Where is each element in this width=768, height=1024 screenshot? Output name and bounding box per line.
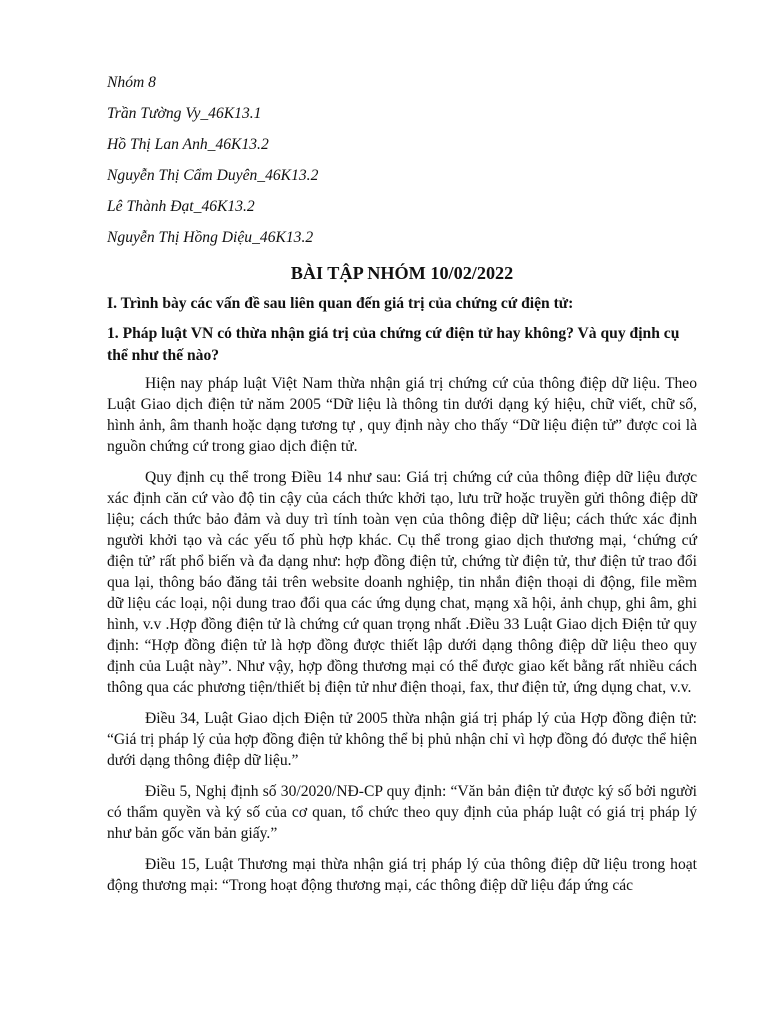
section-heading: I. Trình bày các vấn đề sau liên quan đến giá trị của chứng cứ điện tử: bbox=[107, 295, 574, 312]
member-name: Trần Tường Vy_46K13.1 bbox=[107, 105, 262, 122]
member-name: Nguyễn Thị Cẩm Duyên_46K13.2 bbox=[107, 167, 319, 184]
document-page bbox=[107, 70, 697, 896]
member-name: Nguyễn Thị Hồng Diệu_46K13.2 bbox=[107, 229, 314, 246]
author-block bbox=[107, 70, 697, 256]
body-paragraph: Điều 34, Luật Giao dịch Điện tử 2005 thừa nhận giá trị pháp lý của Hợp đồng điện tử: “Giá trị pháp lý của hợp đồng điện tử không thể bị phủ nhận chỉ vì hợp đồng đó được thể hiện dưới dạng thông điệp dữ liệu.” bbox=[107, 710, 697, 769]
body-paragraph: Điều 5, Nghị định số 30/2020/NĐ-CP quy định: “Văn bản điện tử được ký số bởi người có thẩm quyền và ký số của cơ quan, tổ chức theo quy định của pháp luật có giá trị pháp lý như bản gốc văn bản giấy.” bbox=[107, 783, 697, 842]
member-name: Lê Thành Đạt_46K13.2 bbox=[107, 198, 255, 215]
question-heading: 1. Pháp luật VN có thừa nhận giá trị của chứng cứ điện tử hay không? Và quy định cụ thể như thế nào? bbox=[107, 325, 680, 364]
body-paragraph: Hiện nay pháp luật Việt Nam thừa nhận giá trị chứng cứ của thông điệp dữ liệu. Theo Luật Giao dịch điện tử năm 2005 “Dữ liệu là thông tin dưới dạng ký hiệu, chữ viết, chữ số, hình ảnh, âm thanh hoặc dạng tương tự , quy định này cho thấy “Dữ liệu điện tử” được coi là nguồn chứng cứ trong giao dịch điện tử. bbox=[107, 375, 697, 455]
group-name: Nhóm 8 bbox=[107, 74, 156, 91]
body-paragraph: Quy định cụ thể trong Điều 14 như sau: Giá trị chứng cứ của thông điệp dữ liệu được xác định căn cứ vào độ tin cậy của cách thức khởi tạo, lưu trữ hoặc truyền gửi thông điệp dữ liệu; cách thức bảo đảm và duy trì tính toàn vẹn của thông điệp dữ liệu; cách thức xác định người khởi tạo và các yếu tố phù hợp khác. Cụ thể trong giao dịch thương mại, ‘chứng cứ điện tử’ rất phổ biến và đa dạng như: hợp đồng điện tử, chứng từ điện tử, thư điện tử trao đổi qua lại, thông báo đăng tải trên website doanh nghiệp, tin nhắn điện thoại di động, file mềm dữ liệu các loại, nội dung trao đổi qua các ứng dụng chat, mạng xã hội, ảnh chụp, ghi âm, ghi hình, v.v .Hợp đồng điện tử là chứng cứ quan trọng nhất .Điều 33 Luật Giao dịch Điện tử quy định: “Hợp đồng điện tử là hợp đồng được thiết lập dưới dạng thông điệp dữ liệu theo quy định của Luật này”. Như vậy, hợp đồng thương mại có thể được giao kết bằng rất nhiều cách thông qua các phương tiện/thiết bị điện tử như điện thoại, fax, thư điện tử, ứng dụng chat, v.v. bbox=[107, 469, 697, 696]
member-name: Hồ Thị Lan Anh_46K13.2 bbox=[107, 136, 269, 153]
document-title: BÀI TẬP NHÓM 10/02/2022 bbox=[290, 263, 514, 283]
body-paragraph: Điều 15, Luật Thương mại thừa nhận giá trị pháp lý của thông điệp dữ liệu trong hoạt động thương mại: “Trong hoạt động thương mại, các thông điệp dữ liệu đáp ứng các bbox=[107, 856, 697, 894]
